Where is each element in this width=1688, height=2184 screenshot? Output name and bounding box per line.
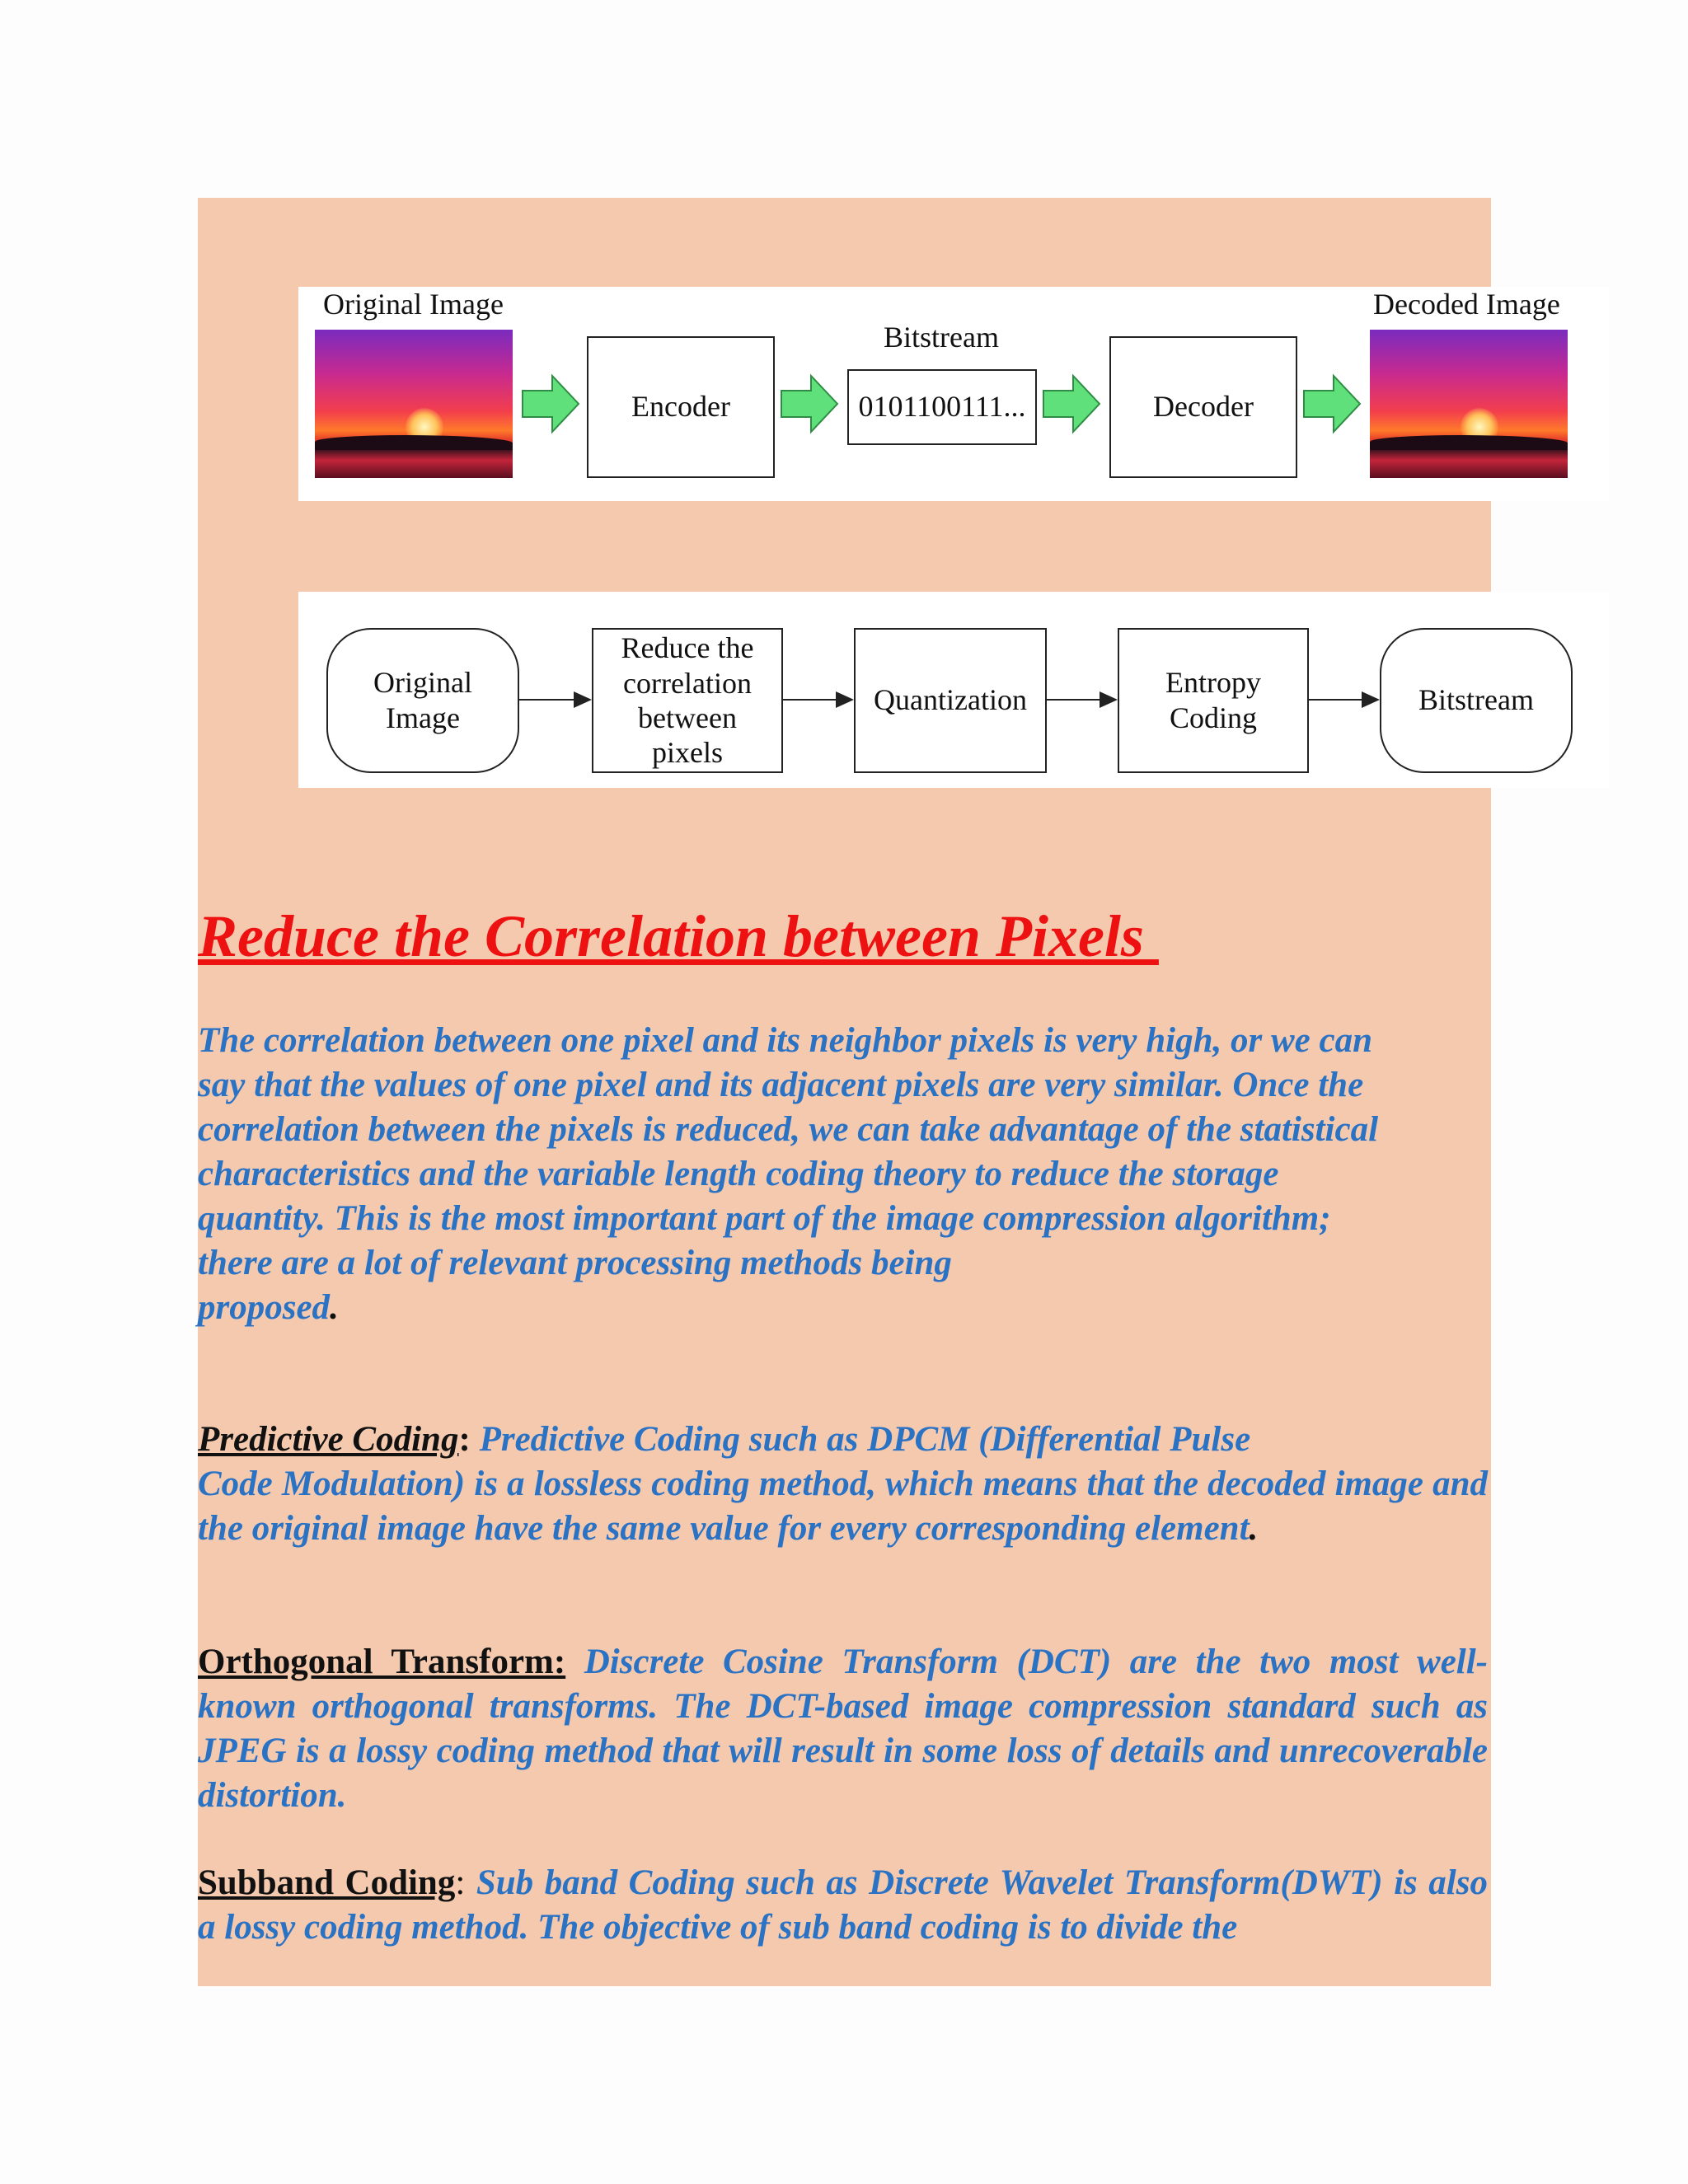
subband-coding-paragraph xyxy=(198,1861,1488,1950)
node-text: Original xyxy=(373,665,472,699)
intro-period: . xyxy=(330,1288,339,1327)
orthogonal-transform-paragraph xyxy=(198,1640,1488,1818)
intro-paragraph xyxy=(198,1019,1488,1330)
intro-line: say that the values of one pixel and its adjacent pixels are very similar. Once the xyxy=(198,1066,1364,1104)
intro-line: quantity. This is the most important part of the image compression algorithm; xyxy=(198,1199,1331,1238)
hill-shape xyxy=(1370,435,1568,450)
predictive-coding-body xyxy=(198,1462,1488,1551)
intro-line: characteristics and the variable length coding theory to reduce the storage xyxy=(198,1155,1279,1193)
bitstream-label: Bitstream xyxy=(884,321,999,354)
node-text: correlation xyxy=(623,666,752,700)
subband-coding-term: Subband Coding xyxy=(198,1863,456,1902)
arrow-right-icon xyxy=(1302,373,1362,435)
codec-pipeline-diagram xyxy=(298,287,1609,501)
orthogonal-text: Discrete Cosine Transform (DCT) are the two most well-known orthogonal transforms. The DCT-based image compression standard such as JPEG is a lossy coding method that will result in some loss of details and unrecoverable distortion. xyxy=(198,1643,1488,1815)
node-text: between xyxy=(638,701,737,734)
intro-line: The correlation between one pixel and its neighbor pixels is very high, or we can xyxy=(198,1021,1372,1060)
arrow-right-icon xyxy=(521,373,580,435)
bitstream-box: 0101100111... xyxy=(847,369,1037,445)
encoder-box: Encoder xyxy=(587,336,775,478)
orthogonal-transform-term: Orthogonal Transform: xyxy=(198,1643,566,1681)
decoded-image-label: Decoded Image xyxy=(1373,288,1560,321)
intro-line: proposed xyxy=(198,1288,331,1327)
predictive-line1: Predictive Coding such as DPCM (Differential Pulse xyxy=(470,1420,1251,1459)
original-image-thumbnail xyxy=(315,330,513,478)
predictive-rest: Code Modulation) is a lossless coding method, which means that the decoded image and the original image have the same value for every corresponding element xyxy=(198,1465,1488,1548)
decoder-box: Decoder xyxy=(1109,336,1297,478)
predictive-coding-term: Predictive Coding xyxy=(198,1420,459,1459)
intro-line: there are a lot of relevant processing methods being xyxy=(198,1244,952,1282)
subband-text: Sub band Coding such as Discrete Wavelet Transform(DWT) is also a lossy coding method. The objective of sub band coding is to divide the xyxy=(198,1863,1488,1947)
subband-colon: : xyxy=(455,1863,466,1902)
compression-steps-diagram xyxy=(298,592,1609,788)
section-heading: Reduce the Correlation between Pixels xyxy=(198,903,1159,969)
arrow-right-icon xyxy=(1042,373,1101,435)
decoded-image-thumbnail xyxy=(1370,330,1568,478)
intro-line: correlation between the pixels is reduced, we can take advantage of the statistical xyxy=(198,1110,1379,1149)
bitstream-node: Bitstream xyxy=(1380,628,1573,773)
node-text: Image xyxy=(386,701,460,734)
node-text: pixels xyxy=(652,736,723,770)
entropy-coding-node xyxy=(1118,628,1309,773)
reduce-correlation-node xyxy=(592,628,783,773)
node-text: Reduce the xyxy=(621,631,754,665)
original-image-node xyxy=(326,628,519,773)
predictive-coding-paragraph xyxy=(198,1418,1488,1462)
predictive-period: . xyxy=(1249,1509,1259,1548)
arrow-right-icon xyxy=(780,373,839,435)
node-text: Coding xyxy=(1169,701,1257,734)
node-text: Entropy xyxy=(1165,665,1261,699)
predictive-colon: : xyxy=(458,1420,471,1459)
quantization-node: Quantization xyxy=(854,628,1047,773)
hill-shape xyxy=(315,435,513,450)
original-image-label: Original Image xyxy=(323,288,504,321)
